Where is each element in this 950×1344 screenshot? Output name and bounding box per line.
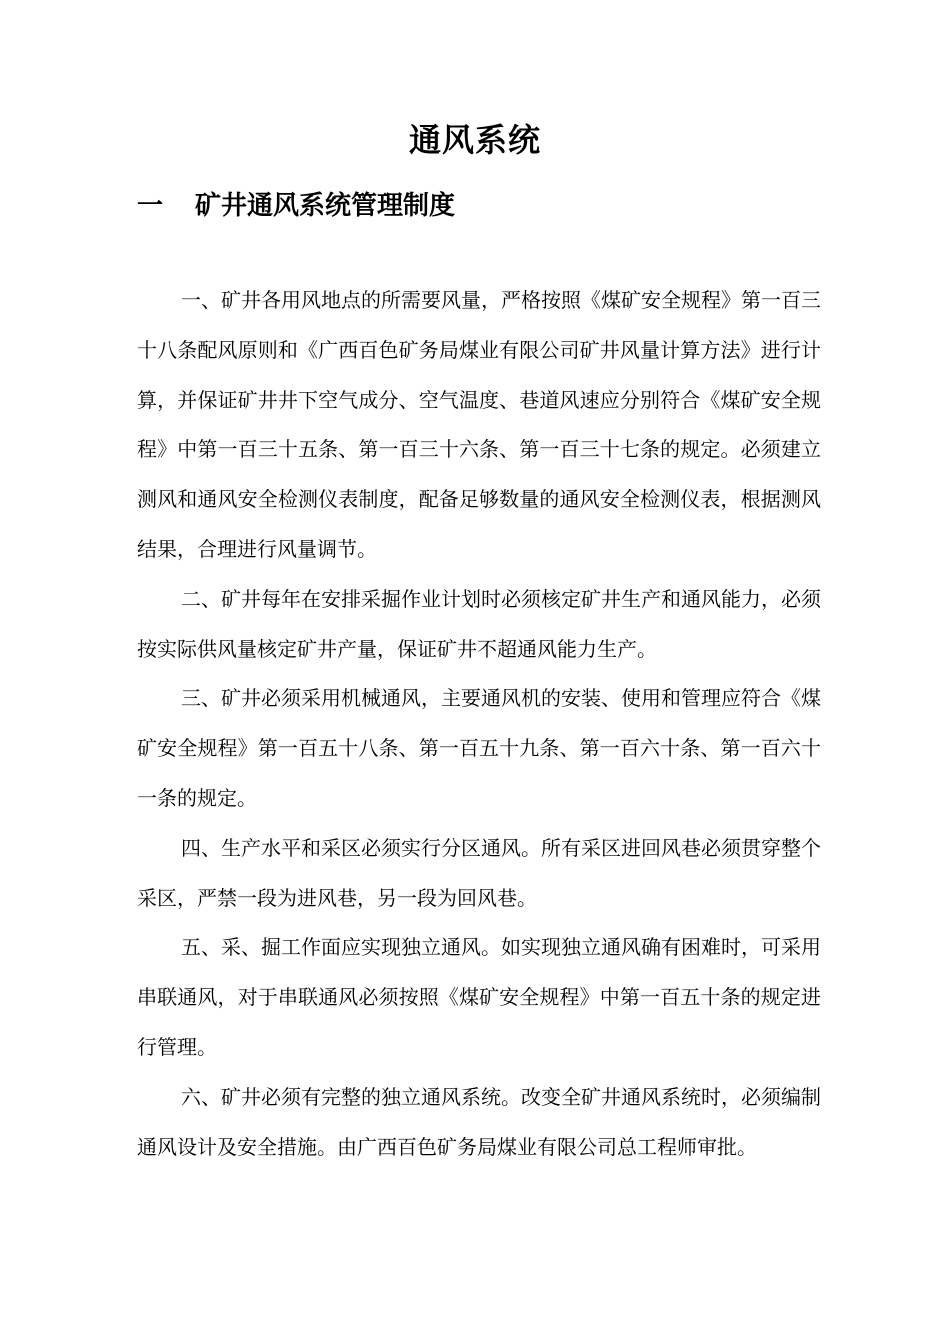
paragraph-2: 二、矿井每年在安排采掘作业计划时必须核定矿井生产和通风能力，必须按实际供风量核定矿井产量，保证矿井不超通风能力生产。 (137, 586, 821, 661)
paragraph-5: 五、采、掘工作面应实现独立通风。如实现独立通风确有困难时，可采用串联通风，对于串联通风必须按照《煤矿安全规程》中第一百五十条的规定进行管理。 (137, 935, 821, 1059)
document-body (137, 276, 821, 1172)
section-heading (137, 183, 837, 229)
paragraph-3: 三、矿井必须采用机械通风，主要通风机的安装、使用和管理应符合《煤矿安全规程》第一百五十八条、第一百五十九条、第一百六十条、第一百六十一条的规定。 (137, 686, 821, 810)
section-number: 一 (137, 191, 164, 221)
paragraph-4: 四、生产水平和采区必须实行分区通风。所有采区进回风巷必须贯穿整个采区，严禁一段为进风巷，另一段为回风巷。 (137, 835, 821, 910)
document-title: 通风系统 (408, 121, 541, 159)
paragraph-6: 六、矿井必须有完整的独立通风系统。改变全矿井通风系统时，必须编制通风设计及安全措施。由广西百色矿务局煤业有限公司总工程师审批。 (137, 1084, 821, 1159)
section-heading-text: 矿井通风系统管理制度 (195, 191, 456, 221)
paragraph-1: 一、矿井各用风地点的所需要风量，严格按照《煤矿安全规程》第一百三十八条配风原则和《广西百色矿务局煤业有限公司矿井风量计算方法》进行计算，并保证矿井井下空气成分、空气温度、巷道风速应分别符合《煤矿安全规程》中第一百三十五条、第一百三十六条、第一百三十七条的规定。必须建立测风和通风安全检测仪表制度，配备足够数量的通风安全检测仪表，根据测风结果，合理进行风量调节。 (137, 288, 821, 561)
